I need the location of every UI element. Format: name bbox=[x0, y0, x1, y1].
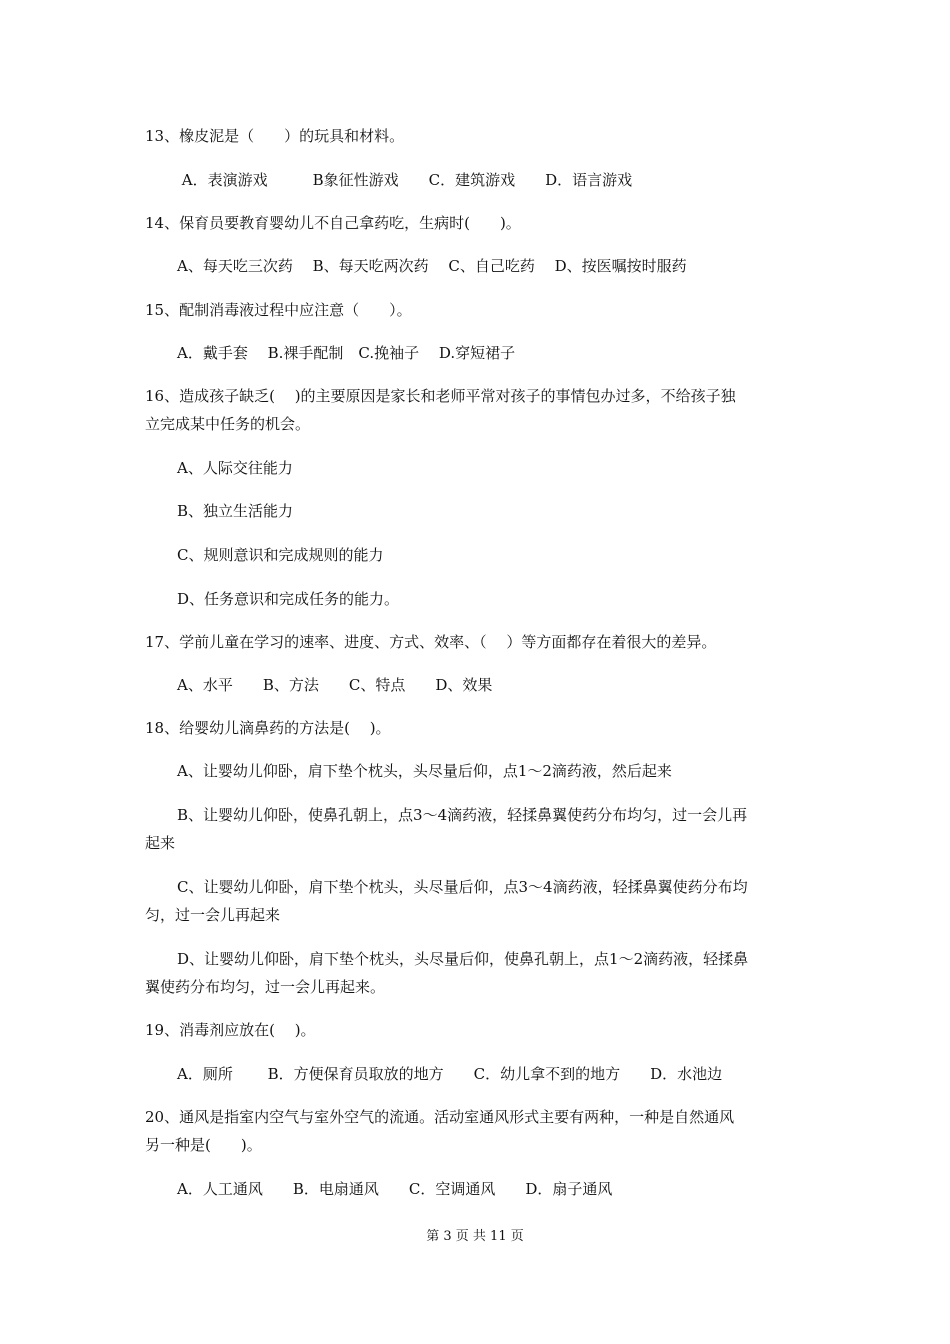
question-19-stem: 19、消毒剂应放在( )。 bbox=[145, 1021, 316, 1039]
question-18-option-a: A、让婴幼儿仰卧，肩下垫个枕头，头尽量后仰，点1～2滴药液，然后起来 bbox=[177, 762, 672, 780]
question-18-option-b-line2: 起来 bbox=[145, 834, 176, 852]
question-17-stem: 17、学前儿童在学习的速率、进度、方式、效率、（ ）等方面都存在着很大的差异。 bbox=[145, 633, 717, 651]
question-16-option-b: B、独立生活能力 bbox=[177, 502, 294, 520]
question-18-option-d-line2: 翼使药分布均匀，过一会儿再起来。 bbox=[145, 978, 386, 996]
question-13-stem: 13、橡皮泥是（ ）的玩具和材料。 bbox=[145, 127, 405, 145]
question-16-option-d: D、任务意识和完成任务的能力。 bbox=[177, 590, 400, 608]
question-19-options: A．厕所 B．方便保育员取放的地方 C．幼儿拿不到的地方 D．水池边 bbox=[177, 1065, 723, 1083]
question-15-options: A．戴手套 B.裸手配制 C.挽袖子 D.穿短裙子 bbox=[177, 344, 516, 362]
question-18-option-d-line1: D、让婴幼儿仰卧，肩下垫个枕头，头尽量后仰，使鼻孔朝上，点1～2滴药液，轻揉鼻 bbox=[177, 950, 749, 968]
question-20-stem-line1: 20、通风是指室内空气与室外空气的流通。活动室通风形式主要有两种，一种是自然通风 bbox=[145, 1108, 735, 1126]
question-13-options: A．表演游戏 B象征性游戏 C．建筑游戏 D．语言游戏 bbox=[177, 171, 633, 189]
page-number-footer: 第 3 页 共 11 页 bbox=[426, 1229, 524, 1244]
question-18-option-c-line1: C、让婴幼儿仰卧，肩下垫个枕头，头尽量后仰，点3～4滴药液，轻揉鼻翼使药分布均 bbox=[177, 878, 748, 896]
question-20-options: A．人工通风 B．电扇通风 C．空调通风 D．扇子通风 bbox=[177, 1180, 613, 1198]
question-16-stem-line1: 16、造成孩子缺乏( )的主要原因是家长和老师平常对孩子的事情包办过多，不给孩子独 bbox=[145, 387, 736, 405]
question-17-options: A、水平 B、方法 C、特点 D、效果 bbox=[177, 676, 493, 694]
question-16-stem-line2: 立完成某中任务的机会。 bbox=[145, 415, 311, 433]
question-15-stem: 15、配制消毒液过程中应注意（ ）。 bbox=[145, 301, 412, 319]
question-18-option-c-line2: 匀，过一会儿再起来 bbox=[145, 906, 281, 924]
question-14-stem: 14、保育员要教育婴幼儿不自己拿药吃，生病时( )。 bbox=[145, 214, 521, 232]
question-18-option-b-line1: B、让婴幼儿仰卧，使鼻孔朝上，点3～4滴药液，轻揉鼻翼使药分布均匀，过一会儿再 bbox=[177, 806, 748, 824]
question-16-option-a: A、人际交往能力 bbox=[177, 459, 293, 477]
question-18-stem: 18、给婴幼儿滴鼻药的方法是( )。 bbox=[145, 719, 391, 737]
question-16-option-c: C、规则意识和完成规则的能力 bbox=[177, 546, 384, 564]
question-20-stem-line2: 另一种是( )。 bbox=[145, 1136, 262, 1154]
question-14-options: A、每天吃三次药 B、每天吃两次药 C、自己吃药 D、按医嘱按时服药 bbox=[177, 257, 687, 275]
